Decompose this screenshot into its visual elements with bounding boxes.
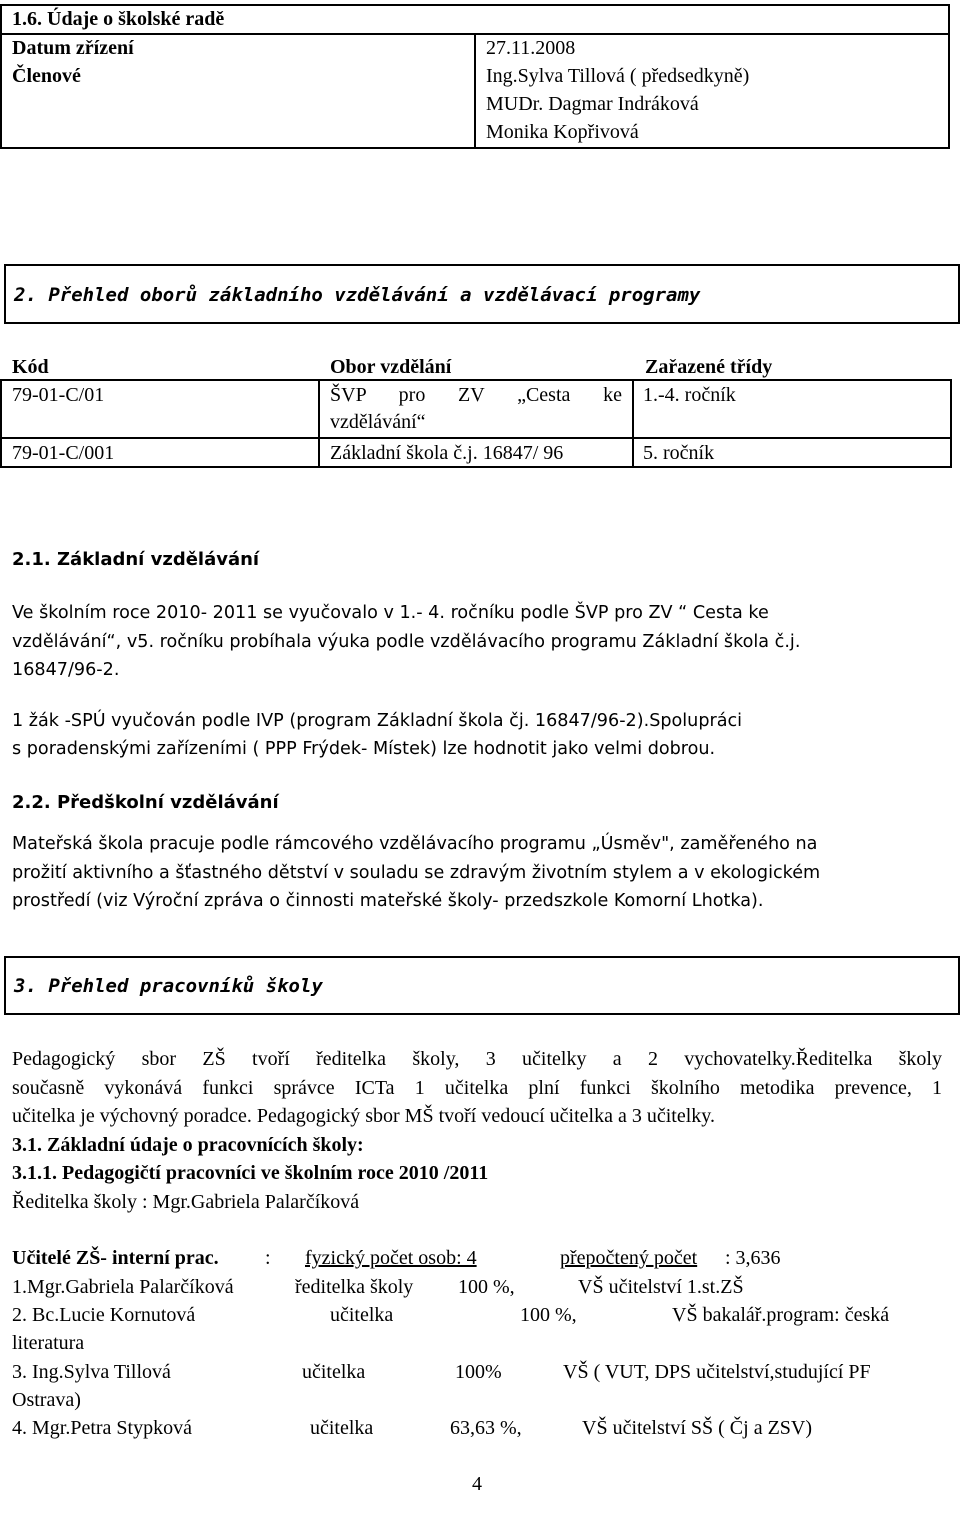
section3-paragraph-line: současně vykonává funkci správce ICTa 1 učitelka plní funkci školního metodika prevence, 1 [12, 1077, 942, 1099]
recalc-value: : 3,636 [725, 1247, 781, 1269]
teacher-load: 63,63 %, [450, 1417, 522, 1439]
director-line: Ředitelka školy : Mgr.Gabriela Palarčíková [12, 1191, 360, 1213]
teacher-name: 1.Mgr.Gabriela Palarčíková [12, 1276, 234, 1298]
sub1-paragraph-line: 1 žák -SPÚ vyučován podle IVP (program Základní škola čj. 16847/96-2).Spolupráci [12, 711, 743, 731]
sub2-paragraph-line: prostředí (viz Výroční zpráva o činnosti mateřské školy- przedszkole Komorní Lhotka). [12, 891, 764, 911]
programs-col-divider [318, 379, 320, 468]
table-header-code: Kód [12, 356, 49, 378]
teacher-name: 2. Bc.Lucie Kornutová [12, 1304, 196, 1326]
teacher-load: 100% [455, 1361, 502, 1383]
teacher-qualification: VŠ ( VUT, DPS učitelství,studující PF [563, 1361, 871, 1383]
sub1-paragraph-line: vzdělávání“, v5. ročníku probíhala výuka podle vzdělávacího programu Základní škola č.j. [12, 632, 801, 652]
teacher-name: 4. Mgr.Petra Stypková [12, 1417, 192, 1439]
board-column-divider [474, 34, 476, 149]
board-heading: 1.6. Údaje o školské radě [12, 8, 225, 30]
table-cell-code: 79-01-C/001 [12, 442, 115, 464]
section3-paragraph-line: Pedagogický sbor ZŠ tvoří ředitelka školy, 3 učitelky a 2 vychovatelky.Ředitelka školy [12, 1048, 942, 1070]
physical-count: fyzický počet osob: 4 [305, 1247, 477, 1269]
board-member: Monika Kopřivová [486, 121, 639, 143]
teacher-role: ředitelka školy [295, 1276, 414, 1298]
sub31-heading: 3.1. Základní údaje o pracovnících školy: [12, 1134, 364, 1156]
sub2-paragraph-line: prožití aktivního a šťastného dětství v souladu se zdravým životním stylem a v ekologickém [12, 863, 821, 883]
table-cell-code: 79-01-C/01 [12, 384, 105, 406]
programs-col-divider [632, 379, 634, 468]
recalc-label: přepočtený počet [560, 1247, 698, 1269]
teacher-qualification-cont: literatura [12, 1332, 85, 1354]
sub1-paragraph-line: s poradenskými zařízeními ( PPP Frýdek- Místek) lze hodnotit jako velmi dobrou. [12, 739, 716, 759]
table-header-field: Obor vzdělání [330, 356, 452, 378]
board-member: MUDr. Dagmar Indráková [486, 93, 699, 115]
teacher-role: učitelka [302, 1361, 366, 1383]
sub311-heading: 3.1.1. Pedagogičtí pracovníci ve školním roce 2010 /2011 [12, 1162, 489, 1184]
table-cell-field: vzdělávání“ [330, 411, 426, 433]
table-header-classes: Zařazené třídy [645, 356, 773, 378]
board-members-label: Členové [12, 65, 81, 87]
teacher-qualification: VŠ učitelství 1.st.ZŠ [578, 1276, 744, 1298]
teacher-qualification-cont: Ostrava) [12, 1389, 81, 1411]
sub1-heading: 2.1. Základní vzdělávání [12, 549, 260, 570]
teacher-load: 100 %, [458, 1276, 515, 1298]
teacher-load: 100 %, [520, 1304, 577, 1326]
teachers-colon: : [265, 1247, 271, 1269]
section3-heading: 3. Přehled pracovníků školy [14, 975, 323, 997]
board-member: Ing.Sylva Tillová ( předsedkyně) [486, 65, 750, 87]
teachers-label: Učitelé ZŠ- interní prac. [12, 1247, 219, 1269]
teacher-role: učitelka [330, 1304, 394, 1326]
teacher-qualification: VŠ bakalář.program: česká [672, 1304, 890, 1326]
section2-heading: 2. Přehled oborů základního vzdělávání a vzdělávací programy [14, 284, 701, 306]
teacher-role: učitelka [310, 1417, 374, 1439]
teacher-name: 3. Ing.Sylva Tillová [12, 1361, 171, 1383]
sub2-heading: 2.2. Předškolní vzdělávání [12, 792, 279, 813]
teacher-qualification: VŠ učitelství SŠ ( Čj a ZSV) [582, 1417, 813, 1439]
table-cell-classes: 5. ročník [643, 442, 715, 464]
sub1-paragraph-line: Ve školním roce 2010- 2011 se vyučovalo v 1.- 4. ročníku podle ŠVP pro ZV “ Cesta ke [12, 603, 769, 623]
sub2-paragraph-line: Mateřská škola pracuje podle rámcového vzdělávacího programu „Úsměv", zaměřeného na [12, 834, 818, 854]
page-number: 4 [472, 1473, 482, 1495]
sub1-paragraph-line: 16847/96-2. [12, 660, 120, 680]
board-date-value: 27.11.2008 [486, 37, 576, 59]
table-cell-field: Základní škola č.j. 16847/ 96 [330, 442, 564, 464]
section3-paragraph-line: učitelka je výchovný poradce. Pedagogický sbor MŠ tvoří vedoucí učitelka a 3 učitelky. [12, 1105, 715, 1127]
programs-row-divider [0, 437, 952, 439]
board-date-label: Datum zřízení [12, 37, 134, 59]
table-cell-field: ŠVP pro ZV „Cesta ke [330, 384, 622, 406]
table-cell-classes: 1.-4. ročník [643, 384, 736, 406]
